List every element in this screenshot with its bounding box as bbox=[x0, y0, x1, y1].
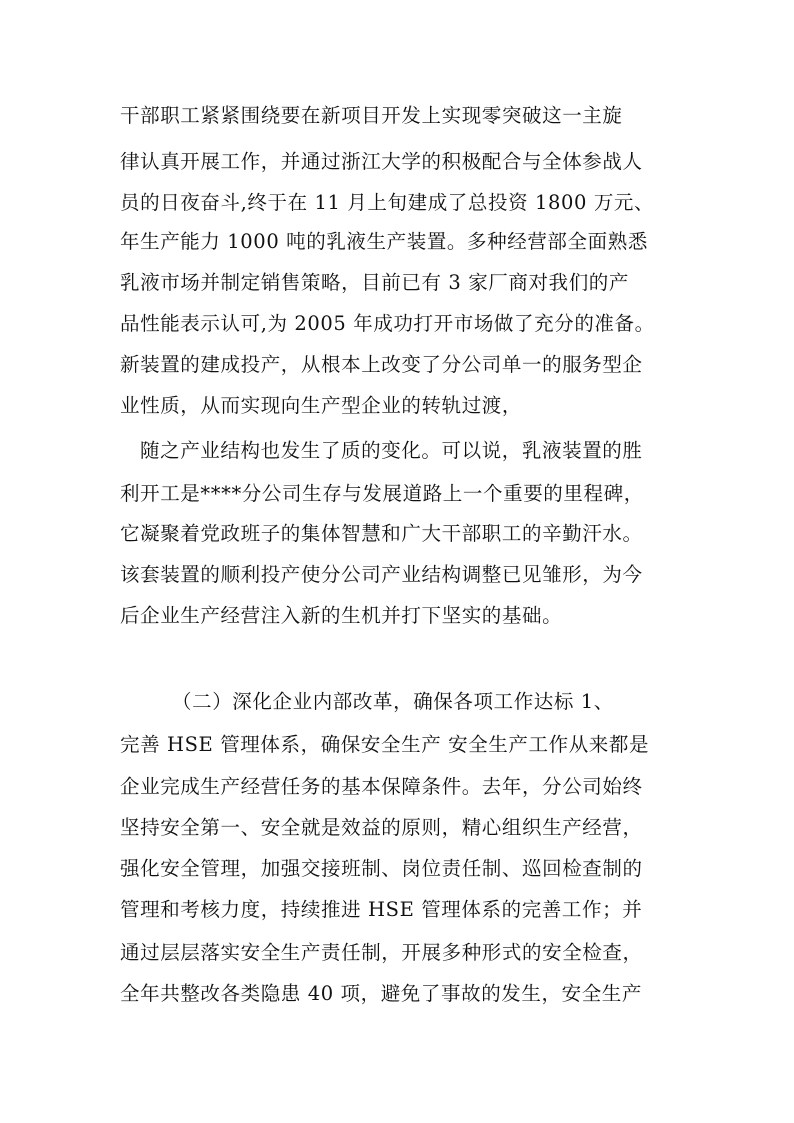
paragraph-1-line-1: 干部职工紧紧围绕要在新项目开发上实现零突破这一主旋 bbox=[120, 104, 623, 127]
paragraph-1-line-6: 品性能表示认可,为 2005 年成功打开市场做了充分的准备。 bbox=[120, 312, 655, 335]
paragraph-3-line-6: 管理和考核力度，持续推进 HSE 管理体系的完善工作；并 bbox=[120, 898, 643, 921]
paragraph-1-line-5: 乳液市场并制定销售策略，目前已有 3 家厂商对我们的产 bbox=[120, 271, 630, 294]
paragraph-1-line-2: 律认真开展工作，并通过浙江大学的积极配合与全体参战人 bbox=[120, 150, 643, 173]
paragraph-2-line-5: 后企业生产经营注入新的生机并打下坚实的基础。 bbox=[120, 604, 563, 627]
paragraph-2-line-4: 该套装置的顺利投产使分公司产业结构调整已见雏形，为今 bbox=[120, 563, 643, 586]
paragraph-1-line-7: 新装置的建成投产，从根本上改变了分公司单一的服务型企 bbox=[120, 353, 643, 376]
paragraph-3-line-1: （二）深化企业内部改革，确保各项工作达标 1、 bbox=[172, 690, 614, 713]
paragraph-1-line-4: 年生产能力 1000 吨的乳液生产装置。多种经营部全面熟悉 bbox=[120, 230, 648, 253]
paragraph-1-line-8: 业性质，从而实现向生产型企业的转轨过渡， bbox=[120, 394, 523, 417]
paragraph-3-line-4: 坚持安全第一、安全就是效益的原则，精心组织生产经营， bbox=[120, 816, 643, 839]
paragraph-3-line-2: 完善 HSE 管理体系，确保安全生产 安全生产工作从来都是 bbox=[120, 733, 650, 756]
paragraph-2-line-3: 它凝聚着党政班子的集体智慧和广大干部职工的辛勤汗水。 bbox=[120, 522, 643, 545]
paragraph-3-line-5: 强化安全管理，加强交接班制、岗位责任制、巡回检查制的 bbox=[120, 857, 643, 880]
paragraph-3-line-7: 通过层层落实安全生产责任制，开展多种形式的安全检查， bbox=[120, 941, 643, 964]
paragraph-2-line-1: 随之产业结构也发生了质的变化。可以说，乳液装置的胜 bbox=[140, 439, 643, 462]
paragraph-2-line-2: 利开工是****分公司生存与发展道路上一个重要的里程碑， bbox=[120, 482, 644, 505]
paragraph-1-line-3: 员的日夜奋斗,终于在 11 月上旬建成了总投资 1800 万元、 bbox=[120, 191, 655, 214]
paragraph-3-line-8: 全年共整改各类隐患 40 项，避免了事故的发生，安全生产 bbox=[120, 982, 643, 1005]
paragraph-3-line-3: 企业完成生产经营任务的基本保障条件。去年，分公司始终 bbox=[120, 775, 643, 798]
